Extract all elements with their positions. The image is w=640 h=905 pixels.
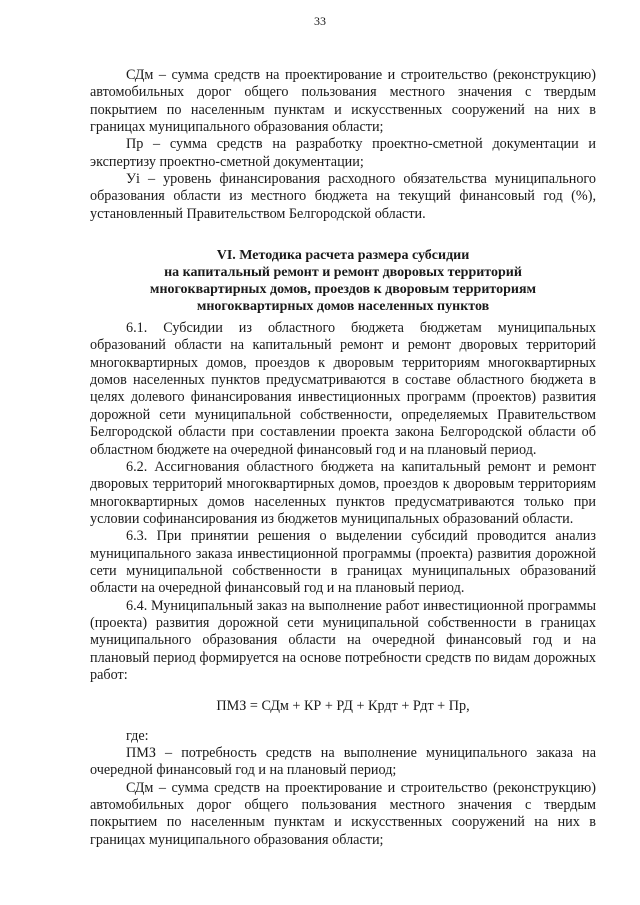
definition-pmz: ПМЗ – потребность средств на выполнение муниципального заказа на очередной финансовый год и на плановый период; — [90, 745, 596, 779]
section-heading — [90, 247, 596, 315]
formula: ПМЗ = СДм + КР + РД + Крдт + Рдт + Пр, — [216, 698, 470, 715]
page-number: 33 — [314, 14, 326, 28]
where-label: где: — [126, 727, 149, 744]
definition-pr: Пр – сумма средств на разработку проектно-сметной документации и экспертизу проектно-сметной документации; — [90, 136, 596, 170]
section-heading-line: многоквартирных домов населенных пунктов — [196, 299, 490, 315]
paragraph-6-4: 6.4. Муниципальный заказ на выполнение работ инвестиционной программы (проекта) развития дорожной сети муниципальной собственности в границах муниципального образования области на очередной финансовый год и на плановый период формируется на основе потребности средств по видам дорожных работ: — [90, 597, 596, 683]
definition-sdm-repeat: СДм – сумма средств на проектирование и строительство (реконструкцию) автомобильных дорог общего пользования местного значения с твердым покрытием по населенным пунктам и искусственных сооружений на них в границах муниципального образования области; — [90, 779, 596, 848]
definition-ui: Уi – уровень финансирования расходного обязательства муниципального образования области из местного бюджета на текущий финансовый год (%), установленный Правительством Белгородской области. — [90, 171, 596, 222]
paragraph-6-3: 6.3. При принятии решения о выделении субсидий проводится анализ муниципального заказа инвестиционной программы (проекта) развития дорожной сети муниципальной собственности в границах муниципальных образований области на очередной финансовый год и на плановый период. — [90, 528, 596, 597]
section-heading-line: на капитальный ремонт и ремонт дворовых территорий — [164, 265, 522, 281]
paragraph-6-2: 6.2. Ассигнования областного бюджета на капитальный ремонт и ремонт дворовых территорий многоквартирных домов, проездов к дворовым территориям многоквартирных домов населенных пунктов предусматриваются только при условии софинансирования из бюджетов муниципальных образований области. — [90, 458, 596, 527]
definition-sdm: СДм – сумма средств на проектирование и строительство (реконструкцию) автомобильных дорог общего пользования местного значения с твердым покрытием по населенным пунктам и искусственных сооружений на них в границах муниципального образования области; — [90, 67, 596, 136]
document-body — [90, 67, 596, 849]
section-heading-line: многоквартирных домов, проездов к дворовым территориям — [149, 282, 537, 298]
section-heading-line: VI. Методика расчета размера субсидии — [216, 248, 470, 264]
paragraph-6-1: 6.1. Субсидии из областного бюджета бюджетам муниципальных образований области на капитальный ремонт и ремонт дворовых территорий многоквартирных домов, проездов к дворовым территориям многоквартирных домов населенных пунктов предусматриваются в составе областного бюджета в целях долевого финансирования инвестиционных программ (проектов) развития дорожной сети муниципальной собственности, определяемых Правительством Белгородской области при составлении проекта закона Белгородской области об областном бюджете на очередной финансовый год и на плановый период. — [90, 320, 596, 458]
